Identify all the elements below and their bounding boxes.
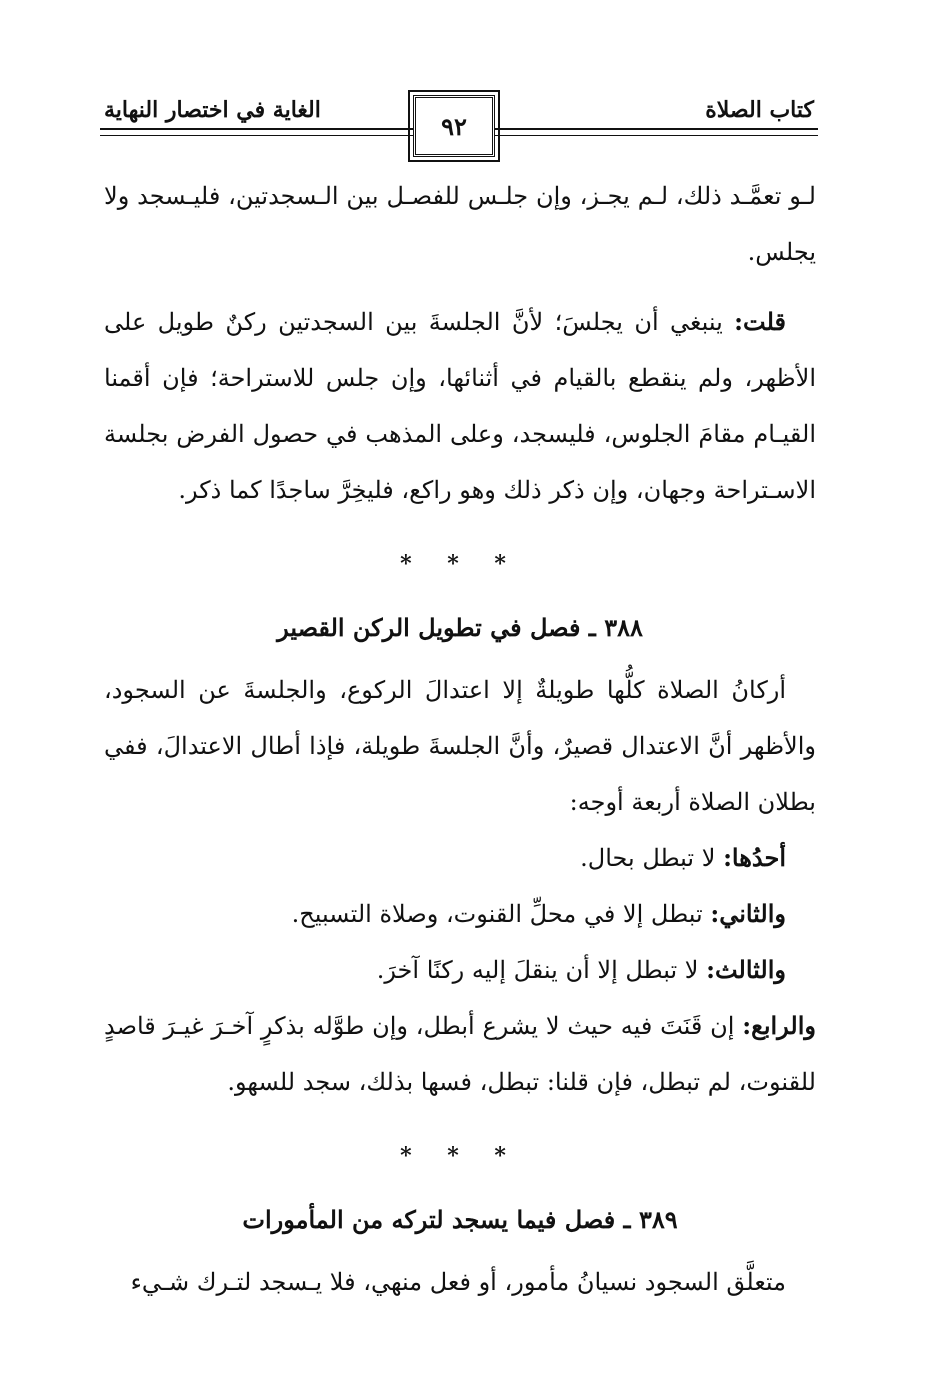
list-item-2 [104,886,816,942]
paragraph-4: متعلَّق السجود نسيانُ مأمور، أو فعل منهي، فلا يـسجد لتـرك شـيء [130,1268,786,1296]
section-heading-389: ٣٨٩ ـ فصل فيما يسجد لتركه من المأمورات [242,1205,678,1234]
page-header [100,95,818,165]
list-item-3-label: والثالث: [706,955,786,984]
section-divider-stars: * * * [400,551,520,577]
list-item-3 [104,942,816,998]
list-item-4-label: والرابع: [742,1011,816,1040]
paragraph-2-label: قلت: [734,307,787,336]
list-item-4 [104,998,816,1110]
list-item-3-text: لا تبطل إلا أن ينقلَ إليه ركنًا آخرَ. [376,956,707,984]
list-item-1 [104,830,816,886]
book-title: الغاية في اختصار النهاية [104,97,321,123]
section-heading-388: ٣٨٨ ـ فصل في تطويل الركن القصير [277,613,643,642]
list-item-2-text: تبطل إلا في محلِّ القنوت، وصلاة التسبيح. [291,900,711,928]
list-item-1-text: لا تبطل بحال. [580,844,724,872]
list-item-2-label: والثاني: [710,899,786,928]
paragraph-2-text: ينبغي أن يجلسَ؛ لأنَّ الجلسةَ بين السجدتين ركنٌ طويل على الأظهر، ولم ينقطع بالقيام في أثنائها، وإن جلس للاستراحة؛ فإن أقمنا القيـام مقامَ الجلوس، فليسجد، وعلى المذهب في حصول الفرض بجلسة الاسـتراحة وجهان، وإن ذكر ذلك وهو راكع، فليخِرَّ ساجدًا كما ذكر. [104,308,816,504]
page-body [104,168,816,1310]
page-number-box [413,95,495,157]
paragraph-1: لـو تعمَّـد ذلك، لـم يجـز، وإن جلـس للفصـل بين الـسجدتين، فليـسجد ولا يجلس. [104,182,816,266]
paragraph-3: أركانُ الصلاة كلُّها طويلةٌ إلا اعتدالَ الركوع، والجلسةَ عن السجود، والأظهر أنَّ الاعتدال قصيرٌ، وأنَّ الجلسةَ طويلة، فإذا أطال الاعتدالَ، ففي بطلان الصلاة أربعة أوجه: [104,676,816,816]
list-item-1-label: أحدُها: [723,843,786,872]
list-item-4-text: إن قَنَتَ فيه حيث لا يشرع أبطل، وإن طوَّله بذكرٍ آخـرَ غيـرَ قاصدٍ للقنوت، لم تبطل، فإن قلنا: تبطل، فسها بذلك، سجد للسهو. [104,1012,816,1096]
chapter-title: كتاب الصلاة [705,97,814,123]
section-divider-stars-2: * * * [400,1143,520,1169]
paragraph-2 [104,294,816,518]
page-number: ٩٢ [441,111,467,141]
